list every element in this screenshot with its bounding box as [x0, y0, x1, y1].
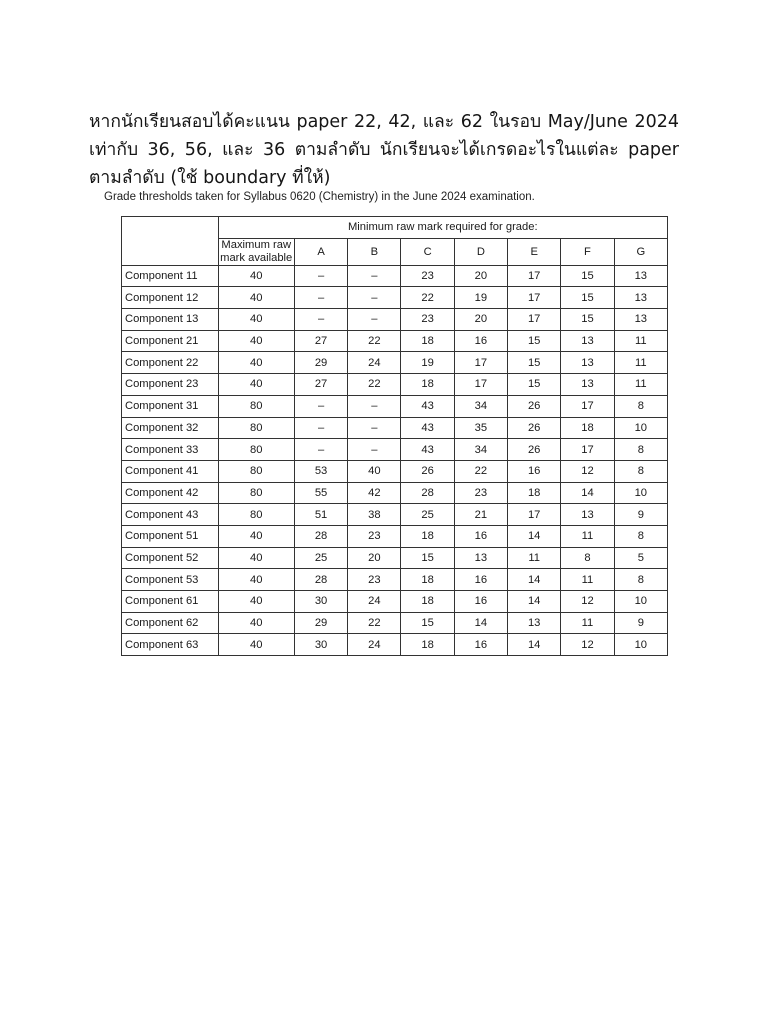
component-name-cell: Component 42 [122, 482, 219, 504]
table-row [122, 460, 668, 482]
grade-threshold-cell: 11 [508, 547, 561, 569]
grade-threshold-cell: 23 [401, 265, 454, 287]
grade-threshold-cell: 18 [401, 634, 454, 656]
grade-threshold-cell: 11 [561, 569, 614, 591]
grade-threshold-cell: 17 [454, 374, 507, 396]
grade-threshold-cell: 10 [614, 591, 667, 613]
grade-threshold-cell: 13 [614, 287, 667, 309]
grade-threshold-cell: 5 [614, 547, 667, 569]
grade-threshold-cell: 12 [561, 460, 614, 482]
grade-threshold-cell: 24 [348, 591, 401, 613]
grade-threshold-cell: 15 [508, 352, 561, 374]
grade-threshold-cell: – [294, 395, 347, 417]
grade-threshold-cell: 16 [454, 591, 507, 613]
grade-header-d: D [454, 238, 507, 265]
grade-threshold-cell: 18 [401, 591, 454, 613]
grade-threshold-cell: 15 [401, 547, 454, 569]
grade-threshold-cell: 25 [401, 504, 454, 526]
grade-threshold-cell: 9 [614, 504, 667, 526]
grade-threshold-cell: – [348, 395, 401, 417]
grade-header-e: E [508, 238, 561, 265]
grade-threshold-cell: 14 [454, 612, 507, 634]
grade-threshold-cell: 17 [508, 265, 561, 287]
grade-threshold-cell: 20 [348, 547, 401, 569]
grade-threshold-cell: 13 [561, 352, 614, 374]
max-mark-cell: 40 [218, 374, 294, 396]
max-mark-cell: 40 [218, 591, 294, 613]
grade-threshold-cell: 17 [508, 309, 561, 331]
grade-threshold-cell: 10 [614, 482, 667, 504]
grade-threshold-cell: 10 [614, 634, 667, 656]
grade-threshold-cell: 13 [508, 612, 561, 634]
grade-threshold-cell: 8 [614, 439, 667, 461]
grade-threshold-cell: 15 [561, 287, 614, 309]
max-mark-cell: 40 [218, 330, 294, 352]
table-row [122, 417, 668, 439]
grade-threshold-cell: 15 [561, 309, 614, 331]
grade-threshold-cell: 21 [454, 504, 507, 526]
grade-threshold-cell: 8 [561, 547, 614, 569]
component-name-cell: Component 12 [122, 287, 219, 309]
grade-threshold-cell: 23 [348, 569, 401, 591]
grade-threshold-cell: 51 [294, 504, 347, 526]
grade-threshold-cell: 22 [454, 460, 507, 482]
max-mark-cell: 40 [218, 634, 294, 656]
grade-threshold-cell: – [348, 265, 401, 287]
max-mark-cell: 80 [218, 504, 294, 526]
grade-threshold-cell: 9 [614, 612, 667, 634]
grade-threshold-cell: 34 [454, 395, 507, 417]
grade-threshold-cell: 13 [561, 374, 614, 396]
component-name-cell: Component 22 [122, 352, 219, 374]
table-row [122, 265, 668, 287]
grade-threshold-cell: 14 [508, 591, 561, 613]
grade-threshold-cell: 18 [561, 417, 614, 439]
grade-threshold-cell: – [348, 287, 401, 309]
table-row [122, 439, 668, 461]
grade-threshold-cell: 43 [401, 439, 454, 461]
grade-threshold-cell: 28 [294, 569, 347, 591]
grade-threshold-cell: – [294, 287, 347, 309]
grade-threshold-cell: 11 [614, 352, 667, 374]
grade-threshold-cell: 13 [614, 309, 667, 331]
table-row [122, 352, 668, 374]
grade-threshold-cell: – [348, 417, 401, 439]
max-mark-cell: 40 [218, 569, 294, 591]
grade-threshold-cell: – [294, 309, 347, 331]
grade-threshold-cell: 30 [294, 634, 347, 656]
grade-threshold-cell: 11 [561, 612, 614, 634]
max-mark-cell: 80 [218, 395, 294, 417]
grade-threshold-cell: 14 [561, 482, 614, 504]
grade-threshold-cell: 19 [454, 287, 507, 309]
table-body [122, 265, 668, 655]
max-mark-cell: 80 [218, 482, 294, 504]
table-row [122, 547, 668, 569]
table-header-row-top [122, 217, 668, 239]
grade-threshold-cell: 22 [348, 612, 401, 634]
grade-header-g: G [614, 238, 667, 265]
grade-threshold-cell: 20 [454, 265, 507, 287]
grade-threshold-cell: 11 [561, 525, 614, 547]
grade-threshold-cell: 29 [294, 612, 347, 634]
grade-threshold-cell: 14 [508, 569, 561, 591]
grade-threshold-cell: 26 [508, 395, 561, 417]
grade-threshold-cell: – [348, 439, 401, 461]
grade-threshold-cell: 17 [454, 352, 507, 374]
max-mark-cell: 80 [218, 460, 294, 482]
grade-threshold-cell: 8 [614, 525, 667, 547]
table-row [122, 525, 668, 547]
component-name-cell: Component 62 [122, 612, 219, 634]
grade-threshold-cell: 28 [294, 525, 347, 547]
grade-header-c: C [401, 238, 454, 265]
grade-threshold-cell: 8 [614, 460, 667, 482]
grade-threshold-cell: 18 [401, 569, 454, 591]
grade-threshold-cell: – [294, 439, 347, 461]
grade-threshold-cell: 16 [454, 525, 507, 547]
grade-threshold-cell: 17 [508, 287, 561, 309]
grade-threshold-cell: 16 [508, 460, 561, 482]
grade-threshold-cell: 8 [614, 395, 667, 417]
table-row [122, 287, 668, 309]
grade-threshold-cell: 18 [401, 374, 454, 396]
max-mark-cell: 40 [218, 525, 294, 547]
component-name-cell: Component 43 [122, 504, 219, 526]
grade-threshold-cell: 15 [508, 374, 561, 396]
table-row [122, 591, 668, 613]
grade-threshold-cell: 10 [614, 417, 667, 439]
max-mark-cell: 40 [218, 265, 294, 287]
max-mark-cell: 80 [218, 439, 294, 461]
component-name-cell: Component 63 [122, 634, 219, 656]
component-name-cell: Component 11 [122, 265, 219, 287]
table-row [122, 309, 668, 331]
grade-threshold-cell: 23 [401, 309, 454, 331]
table-row [122, 634, 668, 656]
grade-threshold-cell: 8 [614, 569, 667, 591]
component-name-cell: Component 53 [122, 569, 219, 591]
grade-threshold-cell: 15 [508, 330, 561, 352]
question-text: หากนักเรียนสอบได้คะแนน paper 22, 42, และ 62 ในรอบ May/June 2024 เท่ากับ 36, 56, และ 36 ตามลำดับ นักเรียนจะได้เกรดอะไรในแต่ละ paper ตามลำดับ (ใช้ boundary ที่ให้) [89, 111, 679, 188]
grade-threshold-cell: – [348, 309, 401, 331]
grade-threshold-cell: 13 [454, 547, 507, 569]
grade-threshold-cell: 18 [508, 482, 561, 504]
component-name-cell: Component 13 [122, 309, 219, 331]
grade-threshold-cell: 30 [294, 591, 347, 613]
grade-threshold-cell: 55 [294, 482, 347, 504]
grade-threshold-cell: 15 [401, 612, 454, 634]
table-row [122, 504, 668, 526]
grade-header-a: A [294, 238, 347, 265]
table-row [122, 569, 668, 591]
table-row [122, 374, 668, 396]
grade-threshold-cell: 53 [294, 460, 347, 482]
grade-threshold-cell: 23 [348, 525, 401, 547]
grade-threshold-cell: 27 [294, 330, 347, 352]
table-row [122, 612, 668, 634]
max-mark-cell: 40 [218, 352, 294, 374]
grade-threshold-cell: 24 [348, 352, 401, 374]
grade-threshold-cell: 34 [454, 439, 507, 461]
grade-threshold-cell: 24 [348, 634, 401, 656]
component-name-cell: Component 31 [122, 395, 219, 417]
min-mark-header: Minimum raw mark required for grade: [218, 217, 667, 239]
grade-threshold-cell: 16 [454, 330, 507, 352]
grade-threshold-cell: 27 [294, 374, 347, 396]
grade-threshold-cell: 35 [454, 417, 507, 439]
component-name-cell: Component 61 [122, 591, 219, 613]
grade-threshold-cell: 16 [454, 634, 507, 656]
max-mark-header: Maximum raw mark available [218, 238, 294, 265]
component-name-cell: Component 21 [122, 330, 219, 352]
grade-threshold-cell: 16 [454, 569, 507, 591]
grade-threshold-cell: 17 [561, 439, 614, 461]
grade-threshold-cell: 14 [508, 525, 561, 547]
max-mark-cell: 40 [218, 287, 294, 309]
grade-threshold-cell: 11 [614, 330, 667, 352]
grade-threshold-cell: 13 [561, 504, 614, 526]
max-mark-cell: 80 [218, 417, 294, 439]
component-name-cell: Component 51 [122, 525, 219, 547]
max-mark-cell: 40 [218, 612, 294, 634]
grade-threshold-cell: 14 [508, 634, 561, 656]
grade-threshold-cell: 18 [401, 525, 454, 547]
max-mark-cell: 40 [218, 309, 294, 331]
grade-threshold-cell: 17 [561, 395, 614, 417]
grade-threshold-cell: 28 [401, 482, 454, 504]
table-row [122, 482, 668, 504]
grade-threshold-cell: 12 [561, 634, 614, 656]
grade-threshold-cell: – [294, 265, 347, 287]
component-name-cell: Component 52 [122, 547, 219, 569]
grade-header-b: B [348, 238, 401, 265]
grade-threshold-cell: 22 [348, 330, 401, 352]
table-row [122, 395, 668, 417]
grade-threshold-cell: 22 [348, 374, 401, 396]
component-header-cell [122, 217, 219, 266]
component-name-cell: Component 33 [122, 439, 219, 461]
grade-threshold-cell: 26 [401, 460, 454, 482]
grade-threshold-cell: 17 [508, 504, 561, 526]
grade-threshold-table [121, 216, 668, 656]
grade-threshold-cell: 13 [614, 265, 667, 287]
grade-threshold-cell: 42 [348, 482, 401, 504]
table-caption: Grade thresholds taken for Syllabus 0620 (Chemistry) in the June 2024 examination. [104, 191, 535, 203]
grade-threshold-cell: 26 [508, 439, 561, 461]
grade-threshold-cell: 22 [401, 287, 454, 309]
max-mark-cell: 40 [218, 547, 294, 569]
grade-threshold-cell: 11 [614, 374, 667, 396]
grade-threshold-cell: 40 [348, 460, 401, 482]
table-row [122, 330, 668, 352]
component-name-cell: Component 32 [122, 417, 219, 439]
grade-threshold-cell: 29 [294, 352, 347, 374]
grade-threshold-cell: 20 [454, 309, 507, 331]
grade-threshold-cell: 19 [401, 352, 454, 374]
component-name-cell: Component 41 [122, 460, 219, 482]
grade-threshold-cell: 13 [561, 330, 614, 352]
grade-threshold-cell: – [294, 417, 347, 439]
grade-threshold-cell: 38 [348, 504, 401, 526]
grade-threshold-cell: 25 [294, 547, 347, 569]
component-name-cell: Component 23 [122, 374, 219, 396]
grade-threshold-cell: 18 [401, 330, 454, 352]
grade-threshold-cell: 43 [401, 395, 454, 417]
grade-threshold-cell: 23 [454, 482, 507, 504]
grade-threshold-cell: 43 [401, 417, 454, 439]
grade-header-f: F [561, 238, 614, 265]
grade-threshold-cell: 15 [561, 265, 614, 287]
grade-threshold-cell: 12 [561, 591, 614, 613]
grade-threshold-cell: 26 [508, 417, 561, 439]
